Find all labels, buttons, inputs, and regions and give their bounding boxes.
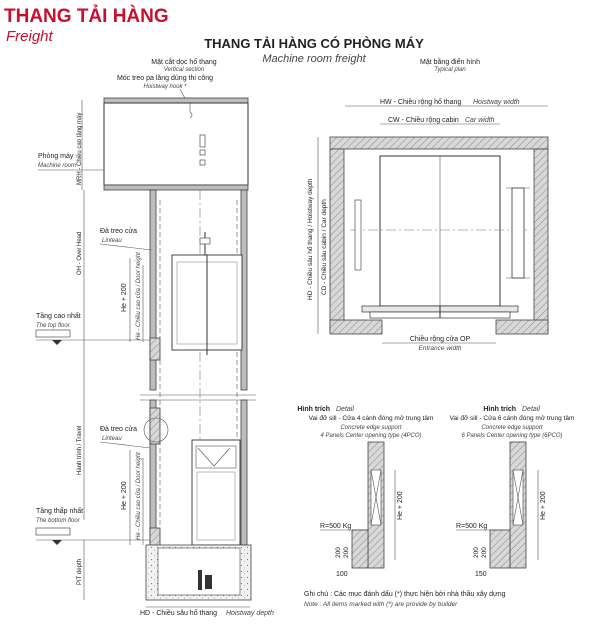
typical-plan-label-en: Typical plan	[434, 67, 466, 73]
bottom-floor-label-en: The bottom floor	[36, 518, 80, 524]
entrance-width-label-en: Entrance width	[418, 345, 462, 352]
detail-2-200b: 200	[473, 547, 480, 558]
hoistway-hook-label-en: Hoistway hook *	[143, 84, 187, 90]
lintel-label-upper: Đà treo cửa	[100, 228, 137, 235]
machine-room-label-en: Machine room	[38, 163, 77, 169]
top-floor-label-en: The top floor	[36, 323, 70, 329]
door-height-upper: He - Chiều cao cửa / Door height	[136, 252, 142, 340]
top-floor-label: Tầng cao nhất	[36, 313, 81, 320]
hoistway-depth-plan: HD - Chiều sâu hố thang / Hoistway depth	[307, 178, 314, 300]
typical-plan-label: Mặt bằng điển hình	[420, 59, 480, 66]
car-width-label: CW - Chiều rộng cabin	[388, 117, 459, 124]
hoistway-width-label: HW - Chiều rộng hố thang	[380, 99, 462, 106]
he-200-upper: He + 200	[121, 283, 128, 312]
hoistway-width-label-en: Hoistway width	[473, 99, 520, 106]
detail-2-200a: 200	[481, 547, 488, 558]
detail-4pco	[297, 406, 433, 578]
detail-1-200a: 200	[343, 547, 350, 558]
diagram-title: THANG TẢI HÀNG CÓ PHÒNG MÁY	[204, 36, 424, 51]
lintel-label-lower: Đà treo cửa	[100, 426, 137, 433]
brand-subtitle: Freight	[6, 28, 53, 45]
travel-label: Hành trình / Travel	[77, 425, 83, 475]
vertical-section-label: Mặt cắt dọc hố thang	[151, 59, 217, 66]
mrh-dimension: MRH - Chiều cao tầng máy	[77, 112, 83, 185]
detail-2-title: Hình trích	[483, 406, 516, 413]
machine-room-label: Phòng máy	[38, 153, 74, 160]
he-200-lower: He + 200	[121, 481, 128, 510]
detail-6pco	[450, 406, 575, 578]
detail-2-title-en: Detail	[522, 406, 540, 413]
bottom-floor-label: Tầng thấp nhất	[36, 508, 84, 515]
brand-title: THANG TẢI HÀNG	[4, 6, 169, 27]
vertical-section	[36, 57, 274, 617]
detail-1-load: R=500 Kg	[320, 523, 352, 530]
pit-depth-label: PIT depth	[77, 559, 83, 585]
detail-1-desc-en-1: Concrete edge support	[340, 425, 402, 431]
typical-plan	[305, 57, 548, 352]
note-en: Note : All items marked with (*) are provide by builder	[304, 601, 458, 608]
detail-1-title: Hình trích	[297, 406, 330, 413]
detail-2-desc-en-1: Concrete edge support	[481, 425, 543, 431]
detail-1-200b: 200	[335, 547, 342, 558]
detail-1-title-en: Detail	[336, 406, 354, 413]
overhead-label: OH - Over Head	[77, 231, 83, 275]
hoistway-depth-bottom-en: Hoistway depth	[226, 610, 274, 617]
detail-1-100: 100	[336, 571, 348, 578]
hoistway-hook-label: Móc treo pa lăng dùng thi công	[116, 75, 214, 82]
detail-2-desc: Vai đỡ sill - Cửa 6 cánh đóng mở trung tâm	[449, 415, 575, 422]
detail-1-desc-en-2: 4 Panels Center opening type (4PCO)	[320, 433, 422, 439]
diagram-subtitle: Machine room freight	[262, 53, 366, 65]
detail-2-150: 150	[475, 571, 487, 578]
door-height-lower: He - Chiều cao cửa / Door height	[136, 452, 142, 540]
detail-1-desc: Vai đỡ sill - Cửa 4 cánh đóng mở trung tâm	[308, 415, 434, 422]
lintel-label-lower-en: Linteau	[102, 436, 122, 442]
car-width-label-en: Car width	[465, 117, 495, 124]
vertical-section-label-en: Vertical section	[163, 67, 205, 73]
detail-2-desc-en-2: 6 Panels Center opening type (6PCO)	[461, 433, 563, 439]
car-depth-plan: CD - Chiều sâu cabin / Car depth	[321, 199, 328, 295]
note-vi: Ghi chú : Các mục đánh dấu (*) thực hiện bởi nhà thầu xây dựng	[304, 591, 506, 598]
detail-2-he200: He + 200	[540, 491, 547, 520]
lintel-label-upper-en: Linteau	[102, 238, 122, 244]
detail-1-he200: He + 200	[397, 491, 404, 520]
hoistway-depth-bottom: HD - Chiều sâu hố thang	[140, 610, 218, 617]
entrance-width-label: Chiều rộng cửa OP	[409, 336, 471, 343]
detail-2-load: R=500 Kg	[456, 523, 488, 530]
